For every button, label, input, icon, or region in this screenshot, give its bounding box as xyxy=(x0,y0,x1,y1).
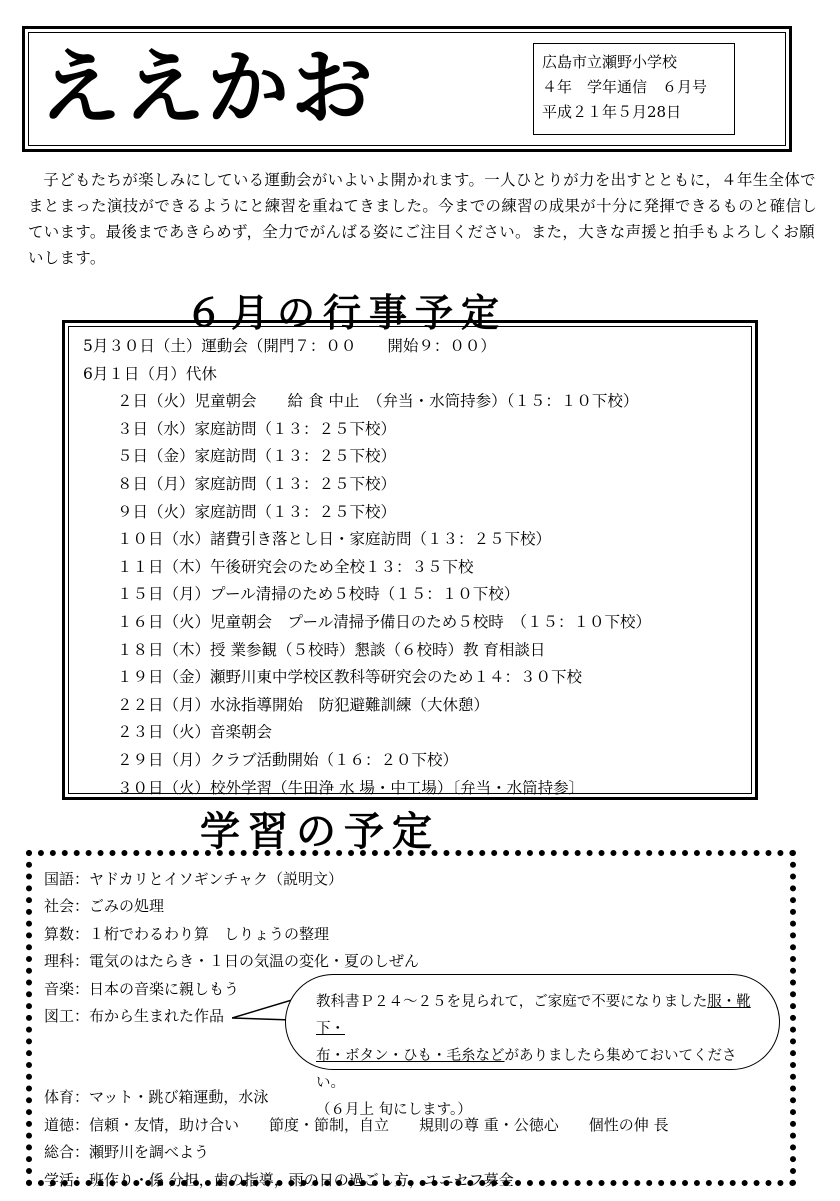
event-text: 授 業参観（５校時）懇談（６校時）教 育相談日 xyxy=(210,640,546,659)
study-text: 布から生まれた作品 xyxy=(89,1007,225,1026)
event-text: プール清掃のため５校時（１５：１０下校） xyxy=(210,585,520,604)
event-item xyxy=(83,664,755,692)
bubble-tail xyxy=(232,996,292,1026)
event-text: 諸費引き落とし日・家庭訪問（１３：２５下校） xyxy=(210,530,552,549)
study-colon: ： xyxy=(74,979,90,998)
event-text: 運動会（開門７：００ 開始９：００） xyxy=(201,337,496,355)
study-colon: ： xyxy=(74,1170,90,1189)
study-colon: ： xyxy=(74,1143,90,1162)
event-text: 水泳指導開始 防犯避難訓練（大休憩） xyxy=(210,695,490,714)
event-item xyxy=(83,609,755,637)
study-text: １桁でわるわり算 しりょうの整理 xyxy=(89,924,330,943)
study-text: 電気のはたらき・１日の気温の変化・夏のしぜん xyxy=(89,952,420,971)
event-text: 音楽朝会 xyxy=(210,723,273,742)
bubble-line-1-prefix: 教科書Ｐ２４～２５を見られて，ご家庭で不要になりました xyxy=(316,994,708,1010)
event-date: ８日（月） xyxy=(117,474,195,493)
study-subject: 総合 xyxy=(44,1143,75,1162)
event-text: 校外学習（牛田浄 水 場・中工場）〔弁当・水筒持参〕 xyxy=(210,778,585,797)
event-item xyxy=(83,471,755,499)
study-subject: 国語 xyxy=(44,870,75,888)
event-date: ２３日（火） xyxy=(117,723,211,742)
event-item xyxy=(83,526,755,554)
events-list xyxy=(65,323,755,802)
event-text: 家庭訪問（１３：２５下校） xyxy=(194,419,397,438)
event-text: 児童朝会 プール清掃予備日のため５校時 （１５：１０下校） xyxy=(210,612,651,631)
study-colon: ： xyxy=(74,924,90,943)
event-date: ２２日（月） xyxy=(117,695,211,714)
events-box xyxy=(62,320,758,800)
event-text: 瀬野川東中学校区教科等研究会のため１４：３０下校 xyxy=(210,668,583,687)
event-date: ３０日（火） xyxy=(117,778,211,797)
study-colon: ： xyxy=(74,1115,90,1134)
study-text: 班作り・係 分担，歯の指導，雨の日の過ごし方，ユニセフ募金 xyxy=(89,1170,514,1189)
study-subject: 音楽 xyxy=(44,979,75,998)
event-text: 午後研究会のため全校１３：３５下校 xyxy=(210,557,474,576)
issue-date: 平成２１年５月28日 xyxy=(542,103,682,121)
study-item xyxy=(44,893,790,920)
study-colon: ： xyxy=(74,952,90,971)
school-name: 広島市立瀬野小学校 xyxy=(542,53,678,71)
study-item xyxy=(44,1167,790,1194)
study-colon: ： xyxy=(74,1088,90,1107)
event-item xyxy=(83,361,755,389)
school-info-box xyxy=(533,43,735,135)
event-date: 5月３０日（土） xyxy=(83,337,202,355)
event-text: 児童朝会 給 食 中止 （弁当・水筒持参）（１５：１０下校） xyxy=(194,392,639,411)
study-heading: 学習の予定 xyxy=(200,809,440,855)
event-item xyxy=(83,692,755,720)
event-text: 代休 xyxy=(185,364,217,383)
newsletter-header xyxy=(22,26,792,152)
bubble-line-1-underlined: 服・靴下・ xyxy=(316,994,751,1037)
newsletter-issue: ４年 学年通信 ６月号 xyxy=(542,78,708,96)
event-date: ５日（金） xyxy=(117,447,195,466)
event-item xyxy=(83,333,755,361)
study-text: 日本の音楽に親しもう xyxy=(89,979,240,998)
bubble-line-1 xyxy=(316,989,755,1043)
study-text: マット・跳び箱運動，水泳 xyxy=(89,1088,269,1107)
event-item xyxy=(83,388,755,416)
event-date: １６日（火） xyxy=(117,612,211,631)
bubble-line-2-suffix: がありましたら集めておいてください。 xyxy=(316,1048,737,1091)
study-text: 瀬野川を調べよう xyxy=(89,1143,210,1162)
bubble-line-3: （６月上 旬にします。） xyxy=(316,1102,472,1118)
intro-paragraph: 子どもたちが楽しみにしている運動会がいよいよ開かれます。一人ひとりが力を出すとともに，４年生全体でまとまった演技ができるようにと練習を重ねてきました。今までの練習の成果が十分に発揮できるものと確信しています。最後まであきらめず，全力でがんばる姿にご注目ください。また，大きな声援と拍手もよろしくお願いします。 xyxy=(28,171,818,267)
event-date: １１日（木） xyxy=(117,557,211,576)
study-text: ごみの処理 xyxy=(89,897,165,916)
study-item xyxy=(44,921,790,948)
study-subject: 学活 xyxy=(44,1170,75,1189)
event-date: ３日（水） xyxy=(117,419,195,438)
study-subject: 図工 xyxy=(44,1007,75,1026)
event-text: クラブ活動開始（１６：２０下校） xyxy=(210,750,459,769)
bubble-line-2 xyxy=(316,1043,755,1097)
event-date: 6月１日（月） xyxy=(83,364,186,383)
event-date: １９日（金） xyxy=(117,668,211,687)
study-colon: ： xyxy=(74,1007,90,1026)
study-item xyxy=(44,866,790,893)
event-date: ２９日（月） xyxy=(117,750,211,769)
study-colon: ： xyxy=(74,897,90,916)
event-item xyxy=(83,499,755,527)
event-item xyxy=(83,719,755,747)
event-item xyxy=(83,554,755,582)
study-subject: 算数 xyxy=(44,924,75,943)
bubble-line-2-underlined: 布・ボタン・ひも・毛糸など xyxy=(316,1048,505,1064)
study-subject: 社会 xyxy=(44,897,75,916)
study-note-bubble xyxy=(285,974,780,1118)
event-date: ２日（火） xyxy=(117,392,195,411)
study-colon: ： xyxy=(74,870,90,888)
event-item xyxy=(83,637,755,665)
event-item xyxy=(83,443,755,471)
study-item xyxy=(44,948,790,975)
event-text: 家庭訪問（１３：２５下校） xyxy=(194,447,397,466)
events-heading: ６月の行事予定 xyxy=(185,291,508,335)
event-item xyxy=(83,416,755,444)
event-date: ９日（火） xyxy=(117,502,195,521)
event-item xyxy=(83,747,755,775)
study-text: 信頼・友情，助け合い 節度・節制，自立 規則の尊 重・公徳心 個性の伸 長 xyxy=(89,1115,669,1134)
event-text: 家庭訪問（１３：２５下校） xyxy=(194,474,397,493)
study-subject: 道徳 xyxy=(44,1115,75,1134)
study-text: ヤドカリとイソギンチャク（説明文） xyxy=(89,870,343,888)
study-item xyxy=(44,1139,790,1166)
event-item xyxy=(83,581,755,609)
study-subject: 体育 xyxy=(44,1088,75,1107)
event-date: １５日（月） xyxy=(117,585,211,604)
event-date: １０日（水） xyxy=(117,530,211,549)
intro-section xyxy=(28,167,818,271)
event-text: 家庭訪問（１３：２５下校） xyxy=(194,502,397,521)
newsletter-title: ええかお xyxy=(39,41,376,136)
event-item xyxy=(83,775,755,803)
study-subject: 理科 xyxy=(44,952,75,971)
event-date: １８日（木） xyxy=(117,640,211,659)
